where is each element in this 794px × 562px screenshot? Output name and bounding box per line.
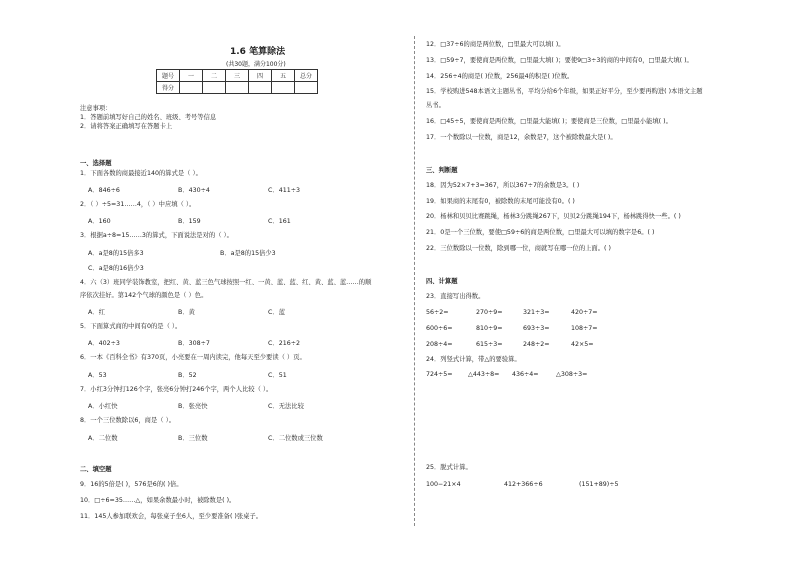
- option-c[interactable]: C．a是8的16倍少3: [88, 265, 144, 272]
- option-b[interactable]: B．52: [178, 372, 197, 379]
- notes-heading: 注意事项：: [80, 105, 112, 112]
- option-b[interactable]: B．黄: [178, 309, 195, 316]
- calc-item: 810÷9=: [476, 325, 503, 332]
- option-c[interactable]: C．216÷2: [268, 340, 300, 347]
- question-19: 19．如果商的末尾有0，被除数的末尾可能没有0。( ): [426, 198, 575, 205]
- question-24: 24．列竖式计算，带△的要验算。: [426, 356, 521, 363]
- option-b[interactable]: B．159: [178, 218, 201, 225]
- section-heading: 三、判断题: [426, 167, 458, 174]
- option-a[interactable]: A．a是8的15倍多3: [88, 250, 144, 257]
- question-14: 14．256÷4的商是( )位数，256最4的积是( )位数。: [426, 73, 574, 80]
- section-heading: 四、计算题: [426, 278, 458, 285]
- score-table-score-row: [157, 82, 318, 94]
- question-7: 7．小红3分钟打126个字，张亮6分钟打246个字，两个人比较（ ）。: [80, 386, 273, 393]
- option-a[interactable]: A．小红快: [88, 403, 118, 410]
- question-3: 3．根据a÷8=15……3的算式，下面说法是对的（ ）。: [80, 232, 233, 239]
- page-subtitle: (共30题，满分100分): [226, 61, 286, 68]
- question-20: 20．杨林和贝贝比赛跳绳，杨林3分跳绳267下，贝贝2分跳绳194下，杨林跳得快一些。( ): [426, 213, 681, 220]
- score-cell: 二: [203, 70, 226, 82]
- question-25: 25．脱式计算。: [426, 464, 472, 471]
- page-title: 1.6 笔算除法: [230, 47, 286, 57]
- question-16: 16．□45÷5，要使商是两位数，□里最大能填( )；要使商是三位数，□里最小能填( )。: [426, 118, 672, 125]
- score-cell: 得分: [157, 82, 180, 94]
- question-15-line2: 丛书。: [426, 102, 445, 109]
- question-4-line2: 序依次挂好。第142个气球的颜色是（ ）色。: [80, 292, 208, 299]
- option-a[interactable]: A．二位数: [88, 435, 118, 442]
- column-divider: [414, 36, 415, 526]
- option-c[interactable]: C．二位数或三位数: [268, 435, 323, 442]
- option-b[interactable]: B．430÷4: [178, 187, 210, 194]
- vertical-calc-item: △443÷8=: [468, 371, 500, 378]
- score-cell: 四: [249, 70, 272, 82]
- option-c[interactable]: C．411÷3: [268, 187, 300, 194]
- mixed-calc-item: 412+366÷6: [504, 481, 543, 488]
- vertical-calc-item: △308÷3=: [556, 371, 588, 378]
- calc-item: 56÷2=: [426, 309, 449, 316]
- score-input-cell[interactable]: [226, 82, 249, 94]
- question-11: 11．145人参加联欢会，每张桌子坐6人，至少要准备( )张桌子。: [80, 513, 263, 520]
- calc-item: 321÷3=: [523, 309, 550, 316]
- calc-item: 248÷2=: [523, 341, 550, 348]
- calc-item: 693÷3=: [523, 325, 550, 332]
- question-17: 17．一个数除以一位数，商是12，余数是7，这个被除数最大是( )。: [426, 134, 617, 141]
- question-23: 23．直接写出得数。: [426, 293, 485, 300]
- question-21: 21．0是一个三位数，要使□59÷6的商是两位数，□里最大可以填的数字是6。( ): [426, 229, 655, 236]
- score-input-cell[interactable]: [295, 82, 318, 94]
- option-b[interactable]: B．308÷7: [178, 340, 210, 347]
- score-cell: 题号: [157, 70, 180, 82]
- option-c[interactable]: C．蓝: [268, 309, 285, 316]
- option-c[interactable]: C．无法比较: [268, 403, 304, 410]
- mixed-calc-item: (151+89)÷5: [579, 481, 619, 488]
- question-4-line1: 4．六（3）班同学装饰教室，把红、黄、蓝三色气球按照一红、一黄、蓝、蓝、红、黄、蓝、蓝……的顺: [80, 279, 372, 286]
- question-18: 18．因为52×7+3=367，所以367÷7的余数是3。( ): [426, 182, 580, 189]
- question-8: 8．一个三位数除以6，商是（ ）。: [80, 417, 176, 424]
- option-c[interactable]: C．51: [268, 372, 287, 379]
- option-c[interactable]: C．161: [268, 218, 291, 225]
- calc-item: 270÷9=: [476, 309, 503, 316]
- calc-item: 600÷6=: [426, 325, 453, 332]
- option-a[interactable]: A．402÷3: [88, 340, 120, 347]
- left-column: [80, 0, 400, 562]
- score-cell: 一: [180, 70, 203, 82]
- calc-item: 208÷4=: [426, 341, 453, 348]
- calc-item: 42×5=: [571, 341, 594, 348]
- score-input-cell[interactable]: [272, 82, 295, 94]
- question-13: 13．□59÷7，要使商是两位数，□里最大填( )；要使9□3÷3的商的中间有0，□里最大填( )。: [426, 57, 693, 64]
- question-2: 2．（ ）÷5=31……4，（ ）中应填（ ）。: [80, 201, 196, 208]
- option-a[interactable]: A．53: [88, 372, 107, 379]
- score-cell: 五: [272, 70, 295, 82]
- question-5: 5．下面算式商的中间有0的是（ ）。: [80, 323, 182, 330]
- score-cell: 三: [226, 70, 249, 82]
- question-10: 10．□÷6=35……△，如果余数最小时，被除数是( )。: [80, 497, 236, 504]
- note-item: 2．请将答案正确填写在答题卡上: [80, 123, 173, 130]
- score-input-cell[interactable]: [180, 82, 203, 94]
- question-12: 12．□37÷6的商是两位数，□里最大可以填( )。: [426, 41, 565, 48]
- note-item: 1．答题前填写好自己的姓名、班级、考号等信息: [80, 114, 217, 121]
- score-input-cell[interactable]: [203, 82, 226, 94]
- option-a[interactable]: A．846÷6: [88, 187, 120, 194]
- calc-item: 615÷3=: [476, 341, 503, 348]
- calc-item: 420÷7=: [571, 309, 598, 316]
- question-9: 9．16的5倍是( )，576是6的( )倍。: [80, 481, 183, 488]
- calc-item: 108÷7=: [571, 325, 598, 332]
- score-cell: 总分: [295, 70, 318, 82]
- question-6: 6．一本《百科全书》有370页，小亮要在一周内读完，他每天至少要读（ ）页。: [80, 354, 306, 361]
- right-column: [426, 0, 746, 562]
- section-heading: 二、填空题: [80, 466, 112, 473]
- option-b[interactable]: B．三位数: [178, 435, 208, 442]
- vertical-calc-item: 436÷4=: [512, 371, 539, 378]
- vertical-calc-item: 724÷5=: [426, 371, 453, 378]
- question-22: 22．三位数除以一位数，除到哪一位，商就写在哪一位的上面。( ): [426, 245, 611, 252]
- option-b[interactable]: B．张亮快: [178, 403, 208, 410]
- option-a[interactable]: A．红: [88, 309, 105, 316]
- question-1: 1．下面各数的商最接近140的算式是（ ）。: [80, 170, 202, 177]
- option-b[interactable]: B．a是8的15倍少3: [220, 250, 276, 257]
- section-heading: 一、选择题: [80, 160, 112, 167]
- mixed-calc-item: 100−21×4: [426, 481, 461, 488]
- question-15-line1: 15．学校购进548本语文主题丛书，平均分给6个年级，如果正好平分，至少要再购进( )本语文主题: [426, 88, 703, 95]
- score-table: [156, 69, 318, 94]
- option-a[interactable]: A．160: [88, 218, 111, 225]
- score-input-cell[interactable]: [249, 82, 272, 94]
- score-table-header-row: [157, 70, 318, 82]
